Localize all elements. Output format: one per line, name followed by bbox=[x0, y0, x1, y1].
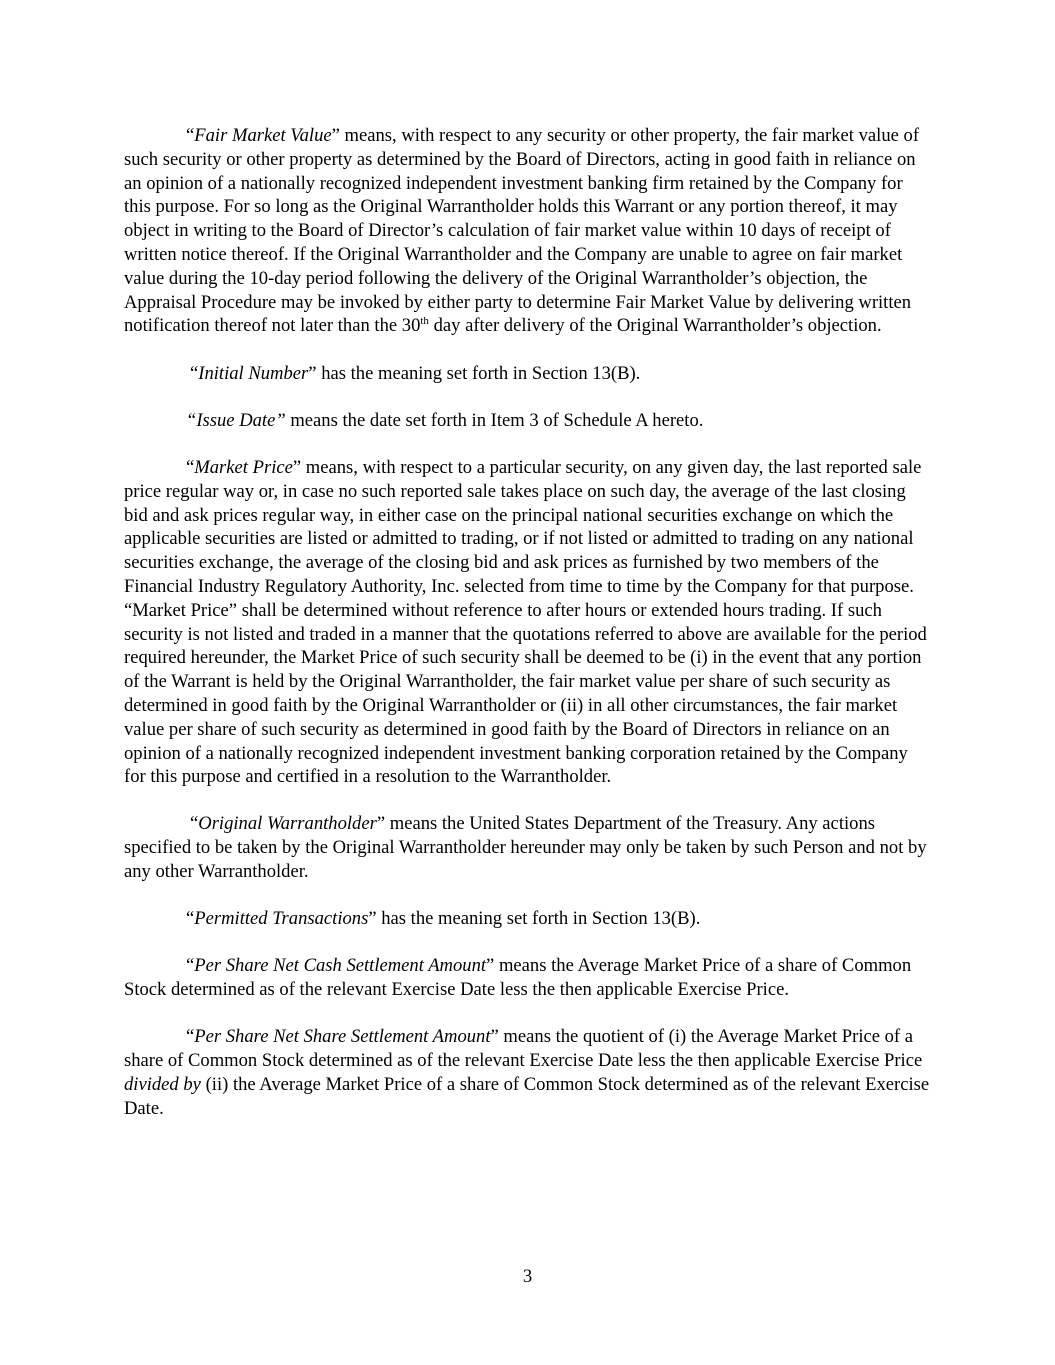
definition-permitted-transactions bbox=[124, 907, 932, 931]
defined-term: Initial Number bbox=[198, 362, 309, 384]
definition-text: means the quotient of (i) the Average Market Price of a share of Common Stock determined as of the relevant Exercise Date less the then applicable Exercise Price bbox=[124, 1026, 923, 1072]
quote-open: “ bbox=[186, 955, 195, 977]
definition-text: means the Average Market Price of a share of Common Stock determined as of the relevant Exercise Date less the then applicable Exercise Price. bbox=[124, 955, 912, 1001]
defined-term: “Issue Date” bbox=[186, 409, 286, 431]
definition-text-continued: (ii) the Average Market Price of a share of Common Stock determined as of the relevant Exercise Date. bbox=[124, 1074, 930, 1119]
definition-fair-market-value bbox=[124, 124, 932, 338]
quote-open: “ bbox=[186, 908, 195, 930]
quote-open: “ bbox=[186, 456, 195, 478]
defined-term: Original Warrantholder bbox=[198, 813, 377, 835]
definition-issue-date bbox=[124, 409, 932, 433]
defined-term: Fair Market Value bbox=[194, 125, 332, 146]
definition-text: means the United States Department of the Treasury. Any actions specified to be taken by the Original Warrantholder hereunder may only be taken by such Person and not by any other Warrantholder. bbox=[124, 813, 927, 883]
definition-per-share-net-share-settlement-amount bbox=[124, 1025, 932, 1120]
defined-term: Per Share Net Cash Settlement Amount bbox=[194, 955, 487, 977]
quote-close: ” bbox=[331, 125, 340, 146]
definition-text: means the date set forth in Item 3 of Schedule A hereto. bbox=[285, 409, 704, 431]
defined-term: Per Share Net Share Settlement Amount bbox=[194, 1026, 491, 1048]
definition-text: has the meaning set forth in Section 13(B). bbox=[376, 908, 701, 930]
quote-close: ” bbox=[376, 813, 386, 835]
definition-per-share-net-cash-settlement-amount bbox=[124, 954, 932, 1002]
quote-close: ” bbox=[486, 955, 495, 977]
emphasized-phrase: divided by bbox=[124, 1074, 201, 1096]
quote-open: “ bbox=[190, 813, 199, 835]
quote-close: ” bbox=[292, 456, 302, 478]
ordinal-superscript: th bbox=[420, 315, 429, 328]
definition-text: means, with respect to a particular security, on any given day, the last reported sale price regular way or, in case no such reported sale takes place on such day, the average of the last closing bid and ask prices regular way, in either case on the principal national securities exchange on which the applicable securities are listed or admitted to trading, or if not listed or admitted to trading on any national securities exchange, the average of the closing bid and ask prices as furnished by two members of the Financial Industry Regulatory Authority, Inc. selected from time to time by the Company for that purpose. “Market Price” shall be determined without reference to after hours or extended hours trading. If such security is not listed and traded in a manner that the quotations referred to above are available for the period required hereunder, the Market Price of such security shall be deemed to be (i) in the event that any portion of the Warrant is held by the Original Warrantholder, the fair market value per share of such security as determined in good faith by the Original Warrantholder or (ii) in all other circumstances, the fair market value per share of such security as determined in good faith by the Board of Directors in reliance on an opinion of a nationally recognized independent investment banking corporation retained by the Company for this purpose and certified in a resolution to the Warrantholder. bbox=[124, 456, 927, 788]
defined-term: Market Price bbox=[194, 456, 293, 478]
quote-open: “ bbox=[190, 362, 199, 384]
quote-close: ” bbox=[308, 362, 317, 384]
document-page bbox=[124, 124, 932, 1144]
defined-term: Permitted Transactions bbox=[194, 908, 369, 930]
definition-text: has the meaning set forth in Section 13(B). bbox=[316, 362, 641, 384]
quote-open: “ bbox=[186, 125, 195, 146]
page-number: 3 bbox=[522, 1266, 533, 1287]
definition-text: means, with respect to any security or other property, the fair market value of such security or other property as determined by the Board of Directors, acting in good faith in reliance on an opinion of a nationally recognized independent investment banking firm retained by the Company for this purpose. For so long as the Original Warrantholder holds this Warrant or any portion thereof, it may object in writing to the Board of Director’s calculation of fair market value within 10 days of receipt of written notice thereof. If the Original Warrantholder and the Company are unable to agree on fair market value during the 10-day period following the delivery of the Original Warrantholder’s objection, the Appraisal Procedure may be invoked by either party to determine Fair Market Value by delivering written notification thereof not later than the 30 bbox=[124, 125, 920, 337]
definition-initial-number bbox=[124, 362, 932, 386]
definition-text-continued: day after delivery of the Original Warrantholder’s objection. bbox=[428, 315, 882, 337]
definition-original-warrantholder bbox=[124, 812, 932, 883]
quote-close: ” bbox=[368, 908, 377, 930]
quote-close: ” bbox=[490, 1026, 499, 1048]
quote-open: “ bbox=[186, 1026, 195, 1048]
definition-market-price bbox=[124, 456, 932, 789]
